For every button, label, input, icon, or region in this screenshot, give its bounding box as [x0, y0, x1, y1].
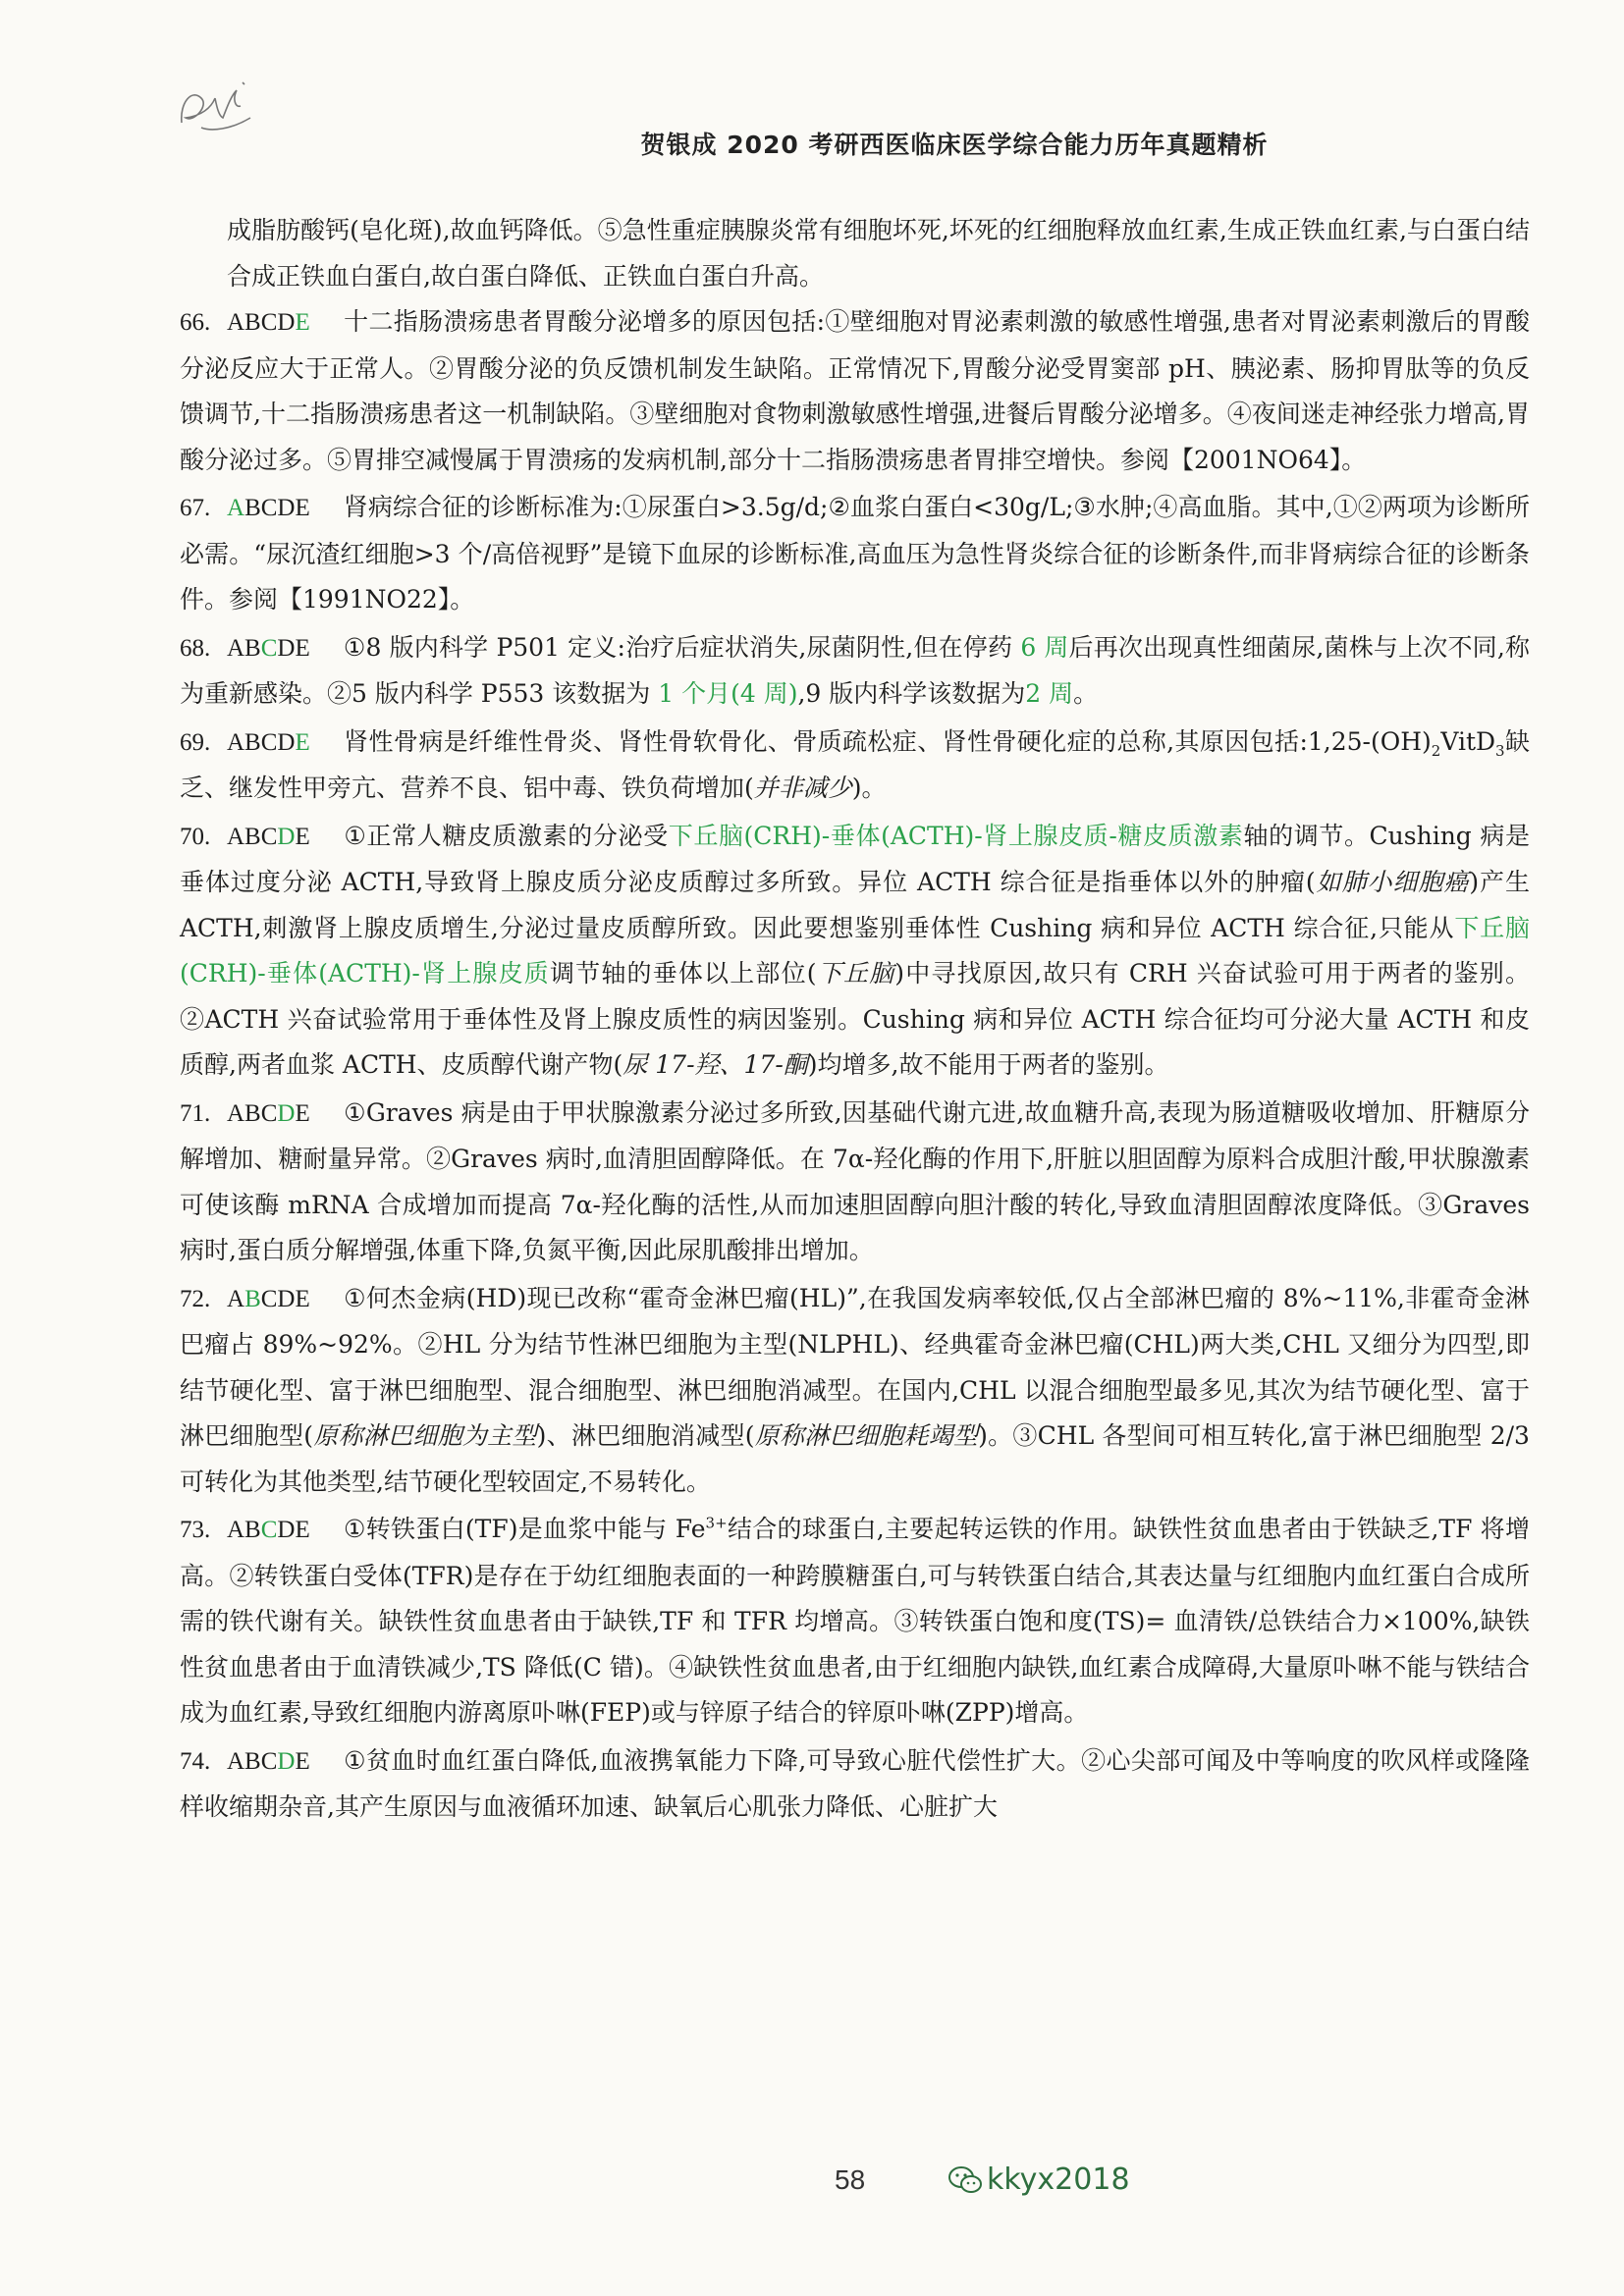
watermark-text: kkyx2018 [987, 2163, 1130, 2197]
answer-options: ABCDE [227, 309, 310, 336]
highlight-text: 下丘脑(CRH)-垂体(ACTH)-肾上腺皮质 [180, 913, 1530, 988]
question-explanation: 肾病综合征的诊断标准为:①尿蛋白>3.5g/d;②血浆白蛋白<30g/L;③水肿;④高血脂。其中,①②两项为诊断所必需。“尿沉渣红细胞>3 个/高倍视野”是镜下血尿的诊断标准,高血压为急性肾炎综合征的诊断条件,而非肾病综合征的诊断条件。参阅【1991NO22】。 [180, 493, 1530, 614]
question-number: 66. [180, 309, 211, 336]
question-number: 72. [180, 1285, 211, 1312]
question-explanation: ①8 版内科学 P501 定义:治疗后症状消失,尿菌阴性,但在停药 6 周后再次出现真性细菌尿,菌株与上次不同,称为重新感染。②5 版内科学 P553 该数据为 1 个月(4 周),9 版内科学该数据为2 周。 [180, 632, 1530, 708]
question-71 [180, 1091, 1530, 1274]
correct-answer: D [277, 1747, 296, 1775]
question-69 [180, 720, 1530, 812]
page-header: 贺银成 2020 考研西医临床医学综合能力历年真题精析 [640, 131, 1269, 159]
question-number: 73. [180, 1517, 211, 1543]
answer-options: ABCDE [227, 495, 310, 521]
correct-answer: E [295, 728, 310, 756]
highlight-text: 2 周 [1025, 679, 1074, 708]
page-number: 58 [835, 2164, 866, 2195]
question-number: 70. [180, 823, 211, 850]
answer-options: ABCDE [227, 728, 310, 756]
highlight-text: 下丘脑(CRH)-垂体(ACTH)-肾上腺皮质-糖皮质激素 [668, 821, 1244, 850]
question-number: 69. [180, 728, 211, 756]
question-67 [180, 485, 1530, 623]
answer-options: ABCDE [227, 1285, 310, 1312]
correct-answer: C [260, 634, 278, 662]
correct-answer: A [227, 495, 245, 521]
watermark [947, 2163, 1130, 2197]
question-explanation: 肾性骨病是纤维性骨炎、肾性骨软骨化、骨质疏松症、肾性骨硬化症的总称,其原因包括$:1,25-(OH)_2VitD_3$缺乏、继发性甲旁亢、营养不良、铝中毒、铁负荷增加(并非减少)。 [180, 726, 1530, 802]
answer-options: ABCDE [227, 634, 310, 662]
answer-options: ABCDE [227, 1099, 310, 1127]
question-number: 74. [180, 1747, 211, 1775]
question-72 [180, 1276, 1530, 1506]
question-explanation: ①正常人糖皮质激素的分泌受下丘脑(CRH)-垂体(ACTH)-肾上腺皮质-糖皮质激素轴的调节。Cushing 病是垂体过度分泌 ACTH,导致肾上腺皮质分泌皮质醇过多所致。异位 ACTH 综合征是指垂体以外的肿瘤(如肺小细胞癌)产生 ACTH,刺激肾上腺皮质增生,分泌过量皮质醇所致。因此要想鉴别垂体性 Cushing 病和异位 ACTH 综合征,只能从下丘脑(CRH)-垂体(ACTH)-肾上腺皮质调节轴的垂体以上部位(下丘脑)中寻找原因,故只有 CRH 兴奋试验可用于两者的鉴别。②ACTH 兴奋试验常用于垂体性及肾上腺皮质性的病因鉴别。Cushing 病和异位 ACTH 综合征均可分泌大量 ACTH 和皮质醇,两者血浆 ACTH、皮质醇代谢产物(尿 17-羟、17-酮)均增多,故不能用于两者的鉴别。 [180, 821, 1530, 1079]
question-68 [180, 625, 1530, 718]
question-explanation: ①贫血时血红蛋白降低,血液携氧能力下降,可导致心脏代偿性扩大。②心尖部可闻及中等响度的吹风样或隆隆样收缩期杂音,其产生原因与血液循环加速、缺氧后心肌张力降低、心脏扩大 [180, 1745, 1530, 1821]
question-explanation: ①何杰金病(HD)现已改称“霍奇金淋巴瘤(HL)”,在我国发病率较低,仅占全部淋巴瘤的 8%~11%,非霍奇金淋巴瘤占 89%~92%。②HL 分为结节性淋巴细胞为主型(NLPHL)、经典霍奇金淋巴瘤(CHL)两大类,CHL 又细分为四型,即结节硬化型、富于淋巴细胞型、混合细胞型、淋巴细胞消减型。在国内,CHL 以混合细胞型最多见,其次为结节硬化型、富于淋巴细胞型(原称淋巴细胞为主型)、淋巴细胞消减型(原称淋巴细胞耗竭型)。③CHL 各型间可相互转化,富于淋巴细胞型 2/3 可转化为其他类型,结节硬化型较固定,不易转化。 [180, 1283, 1530, 1496]
question-explanation: ①转铁蛋白(TF)是血浆中能与 $Fe^{3+}$结合的球蛋白,主要起转运铁的作用。缺铁性贫血患者由于铁缺乏,TF 将增高。②转铁蛋白受体(TFR)是存在于幼红细胞表面的一种跨膜糖蛋白,可与转铁蛋白结合,其表达量与红细胞内血红蛋白合成所需的铁代谢有关。缺铁性贫血患者由于缺铁,TF 和 TFR 均增高。③转铁蛋白饱和度(TS)= 血清铁/总铁结合力×100%,缺铁性贫血患者由于血清铁减少,TS 降低(C 错)。④缺铁性贫血患者,由于红细胞内缺铁,血红素合成障碍,大量原卟啉不能与铁结合成为血红素,导致红细胞内游离原卟啉(FEP)或与锌原子结合的锌原卟啉(ZPP)增高。 [180, 1514, 1530, 1727]
question-73 [180, 1507, 1530, 1736]
intro-paragraph: 成脂肪酸钙(皂化斑),故血钙降低。⑤急性重症胰腺炎常有细胞坏死,坏死的红细胞释放血红素,生成正铁血红素,与白蛋白结合成正铁血白蛋白,故白蛋白降低、正铁血白蛋白升高。 [227, 216, 1530, 291]
question-74 [180, 1738, 1530, 1831]
wechat-icon [947, 2164, 983, 2196]
correct-answer: D [277, 823, 296, 850]
question-70 [180, 814, 1530, 1089]
correct-answer: D [277, 1099, 296, 1127]
question-explanation: 十二指肠溃疡患者胃酸分泌增多的原因包括:①壁细胞对胃泌素刺激的敏感性增强,患者对胃泌素刺激后的胃酸分泌反应大于正常人。②胃酸分泌的负反馈机制发生缺陷。正常情况下,胃酸分泌受胃窦部 pH、胰泌素、肠抑胃肽等的负反馈调节,十二指肠溃疡患者这一机制缺陷。③壁细胞对食物刺激敏感性增强,进餐后胃酸分泌增多。④夜间迷走神经张力增高,胃酸分泌过多。⑤胃排空减慢属于胃溃疡的发病机制,部分十二指肠溃疡患者胃排空增快。参阅【2001NO64】。 [180, 307, 1530, 474]
answer-options: ABCDE [227, 1517, 310, 1543]
question-number: 67. [180, 495, 211, 521]
question-number: 68. [180, 634, 211, 662]
question-explanation: ①Graves 病是由于甲状腺激素分泌过多所致,因基础代谢亢进,故血糖升高,表现为肠道糖吸收增加、肝糖原分解增加、糖耐量异常。②Graves 病时,血清胆固醇降低。在 7α-羟化酶的作用下,肝脏以胆固醇为原料合成胆汁酸,甲状腺激素可使该酶 mRNA 合成增加而提高 7α-羟化酶的活性,从而加速胆固醇向胆汁酸的转化,导致血清胆固醇浓度降低。③Graves 病时,蛋白质分解增强,体重下降,负氮平衡,因此尿肌酸排出增加。 [180, 1097, 1530, 1264]
correct-answer: B [244, 1285, 261, 1312]
question-66 [180, 299, 1530, 483]
answer-options: ABCDE [227, 823, 310, 850]
answer-options: ABCDE [227, 1747, 310, 1775]
page-content [180, 208, 1530, 1833]
highlight-text: 6 周 [1020, 632, 1069, 662]
question-number: 71. [180, 1099, 211, 1127]
correct-answer: E [295, 309, 310, 336]
highlight-text: 1 个月(4 周) [658, 679, 798, 708]
correct-answer: C [260, 1517, 278, 1543]
